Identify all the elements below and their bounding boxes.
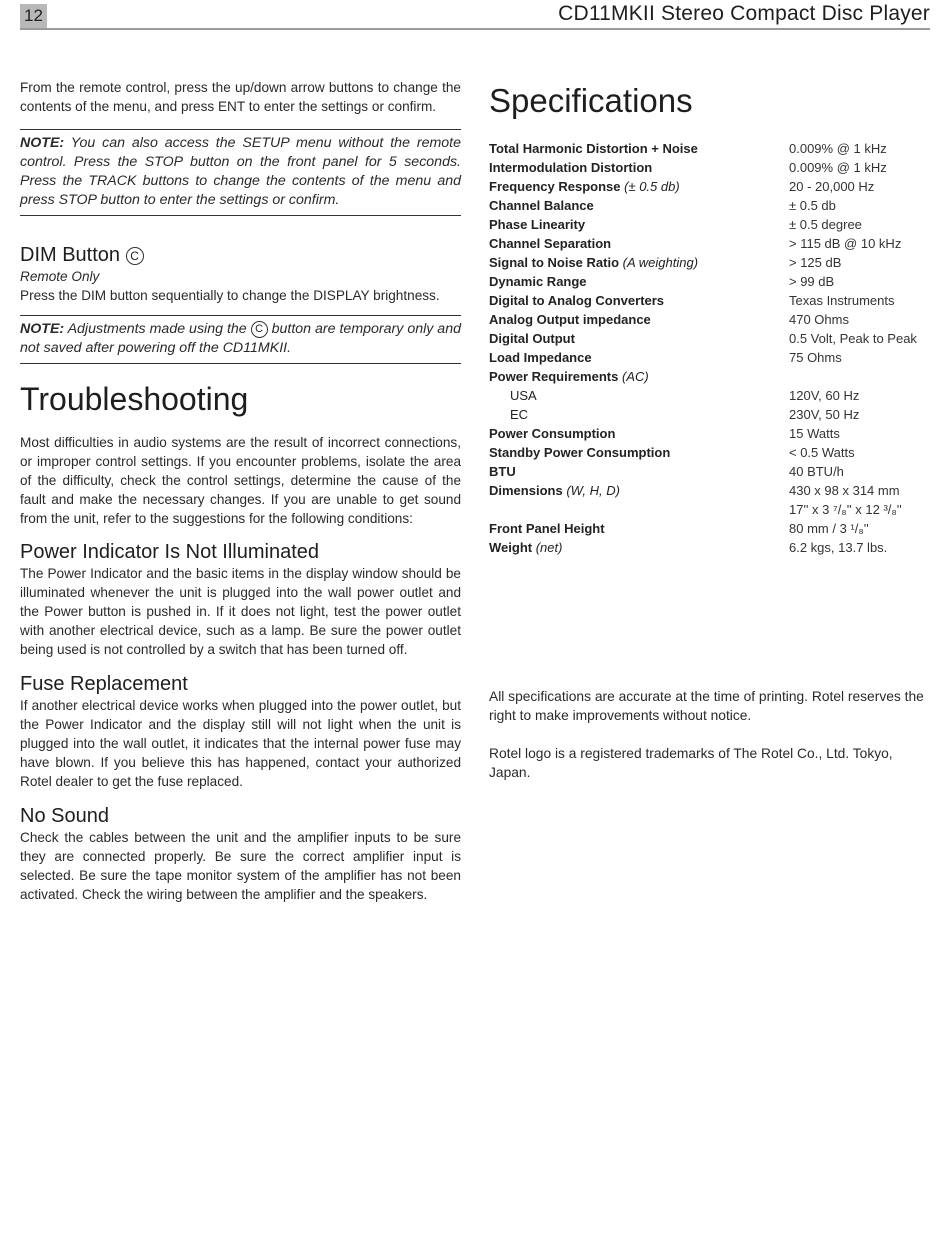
dim-button-heading: DIM Button C — [20, 243, 461, 267]
spec-name: Digital Output — [489, 331, 575, 346]
spec-row — [489, 310, 930, 329]
troubleshooting-intro: Most difficulties in audio systems are the result of incorrect connections, or improper control settings. If you encounter problems, isolate the area of the difficulty, check the control settings, determine the cause of the fault and make the necessary changes. If you are unable to get sound from the unit, refer to the suggestions for the following conditions: — [20, 435, 461, 526]
spec-value: > 115 dB @ 10 kHz — [789, 236, 902, 251]
spec-qualifier: (A weighting) — [622, 255, 699, 270]
setup-intro-paragraph: From the remote control, press the up/down arrow buttons to change the contents of the menu, and press ENT to enter the settings or confirm. — [20, 80, 461, 114]
spec-row — [489, 519, 930, 538]
note-label: NOTE: — [20, 321, 65, 337]
spec-row — [489, 139, 930, 158]
spec-row — [489, 386, 930, 405]
dim-note: NOTE: Adjustments made using the C button are temporary only and not saved after powering off the CD11MKII. — [20, 315, 461, 364]
spec-value: 0.009% @ 1 kHz — [789, 141, 887, 156]
spec-name — [489, 500, 789, 519]
specs-disclaimer: All specifications are accurate at the time of printing. Rotel reserves the right to make improvements without notice. — [489, 689, 924, 723]
spec-value: 6.2 kgs, 13.7 lbs. — [789, 540, 888, 555]
spec-value: 0.009% @ 1 kHz — [789, 160, 887, 175]
spec-name: BTU — [489, 464, 516, 479]
spec-name: Channel Separation — [489, 236, 612, 251]
note-label: NOTE: — [20, 135, 65, 151]
spec-value: 430 x 98 x 314 mm — [789, 483, 900, 498]
spec-value: 120V, 60 Hz — [789, 388, 860, 403]
spec-name: Dynamic Range — [489, 274, 587, 289]
spec-row — [489, 177, 930, 196]
specifications-table — [489, 139, 930, 557]
spec-value: 20 - 20,000 Hz — [789, 179, 875, 194]
spec-value: 470 Ohms — [789, 312, 849, 327]
spec-name: Weight (net) — [489, 540, 563, 555]
spec-name: Intermodulation Distortion — [489, 160, 653, 175]
spec-name: Standby Power Consumption — [489, 445, 671, 460]
spec-name: Analog Output impedance — [489, 312, 651, 327]
spec-row — [489, 196, 930, 215]
spec-row — [489, 272, 930, 291]
trademark-notice: Rotel logo is a registered trademarks of The Rotel Co., Ltd. Tokyo, Japan. — [489, 746, 893, 780]
spec-row — [489, 405, 930, 424]
spec-row — [489, 481, 930, 500]
spec-row — [489, 367, 930, 386]
spec-name: Signal to Noise Ratio (A weighting) — [489, 255, 699, 270]
spec-name: EC — [510, 407, 529, 422]
spec-row — [489, 348, 930, 367]
spec-row — [489, 253, 930, 272]
spec-qualifier: (W, H, D) — [566, 483, 620, 498]
spec-value: ± 0.5 db — [789, 198, 836, 213]
no-sound-heading: No Sound — [20, 805, 109, 827]
page-header — [20, 4, 930, 30]
document-title: CD11MKII Stereo Compact Disc Player — [558, 2, 930, 25]
spec-row — [489, 538, 930, 557]
dim-subtitle: Remote Only — [20, 269, 100, 284]
spec-value: 80 mm / 3 ¹/₈'' — [789, 521, 869, 536]
spec-value: 15 Watts — [789, 426, 840, 441]
spec-value: 230V, 50 Hz — [789, 407, 860, 422]
spec-name: Frequency Response (± 0.5 db) — [489, 179, 680, 194]
fuse-replacement-text: If another electrical device works when plugged into the power outlet, but the Power Indicator and the display still will not light when the unit is plugged into the wall outlet, it indicates that the internal power fuse may have blown. If you believe this has happened, contact your authorized Rotel dealer to get the fuse replaced. — [20, 698, 461, 789]
dim-description: Press the DIM button sequentially to change the DISPLAY brightness. — [20, 288, 440, 303]
spec-row — [489, 215, 930, 234]
spec-name: Front Panel Height — [489, 521, 605, 536]
spec-value: 75 Ohms — [789, 350, 842, 365]
no-sound-text: Check the cables between the unit and the amplifier inputs to be sure they are connected properly. Be sure the correct amplifier input is selected. Be sure the tape monitor system of the amplifier has not been activated. Check the wiring between the amplifier and the speakers. — [20, 830, 461, 902]
specifications-heading: Specifications — [489, 82, 693, 119]
spec-value: > 125 dB — [789, 255, 842, 270]
spec-name: Digital to Analog Converters — [489, 293, 665, 308]
spec-value: ± 0.5 degree — [789, 217, 862, 232]
dim-c-icon: C — [251, 321, 268, 338]
spec-value: 40 BTU/h — [789, 464, 844, 479]
spec-name: Load Impedance — [489, 350, 592, 365]
spec-row — [489, 158, 930, 177]
spec-value: Texas Instruments — [789, 293, 895, 308]
spec-value: 0.5 Volt, Peak to Peak — [789, 331, 917, 346]
troubleshooting-heading: Troubleshooting — [20, 381, 249, 417]
spec-row — [489, 329, 930, 348]
spec-value: 17'' x 3 ⁷/₈'' x 12 ³/₈'' — [789, 502, 902, 517]
spec-name: USA — [510, 388, 537, 403]
spec-name: Channel Balance — [489, 198, 594, 213]
spec-name: Power Requirements (AC) — [489, 369, 649, 384]
spec-name: Total Harmonic Distortion + Noise — [489, 141, 698, 156]
fuse-replacement-heading: Fuse Replacement — [20, 673, 188, 695]
setup-note — [20, 129, 461, 216]
spec-row — [489, 462, 930, 481]
spec-row — [489, 291, 930, 310]
spec-name: Phase Linearity — [489, 217, 586, 232]
spec-qualifier: (net) — [535, 540, 563, 555]
right-column — [489, 78, 930, 782]
power-indicator-heading: Power Indicator Is Not Illuminated — [20, 541, 320, 563]
spec-value — [789, 367, 930, 386]
spec-row — [489, 443, 930, 462]
spec-value: < 0.5 Watts — [789, 445, 855, 460]
left-column — [20, 78, 461, 904]
spec-row — [489, 424, 930, 443]
note-text: You can also access the SETUP menu without the remote control. Press the STOP button on the front panel for 5 seconds. Press the TRACK buttons to change the contents of the menu and press STOP button to enter the settings or confirm. — [20, 135, 461, 208]
power-indicator-text: The Power Indicator and the basic items in the display window should be illuminated whenever the unit is plugged into the wall power outlet and the Power button is pushed in. If it does not light, test the power outlet with another electrical device, such as a lamp. Be sure the power outlet being used is not controlled by a switch that has been turned off. — [20, 566, 461, 657]
dim-c-icon: C — [126, 247, 144, 265]
spec-name: Power Consumption — [489, 426, 616, 441]
spec-row — [489, 500, 930, 519]
spec-value: > 99 dB — [789, 274, 835, 289]
spec-name: Dimensions (W, H, D) — [489, 483, 620, 498]
spec-qualifier: (± 0.5 db) — [624, 179, 680, 194]
spec-qualifier: (AC) — [621, 369, 649, 384]
spec-row — [489, 234, 930, 253]
page-number: 12 — [20, 4, 47, 28]
